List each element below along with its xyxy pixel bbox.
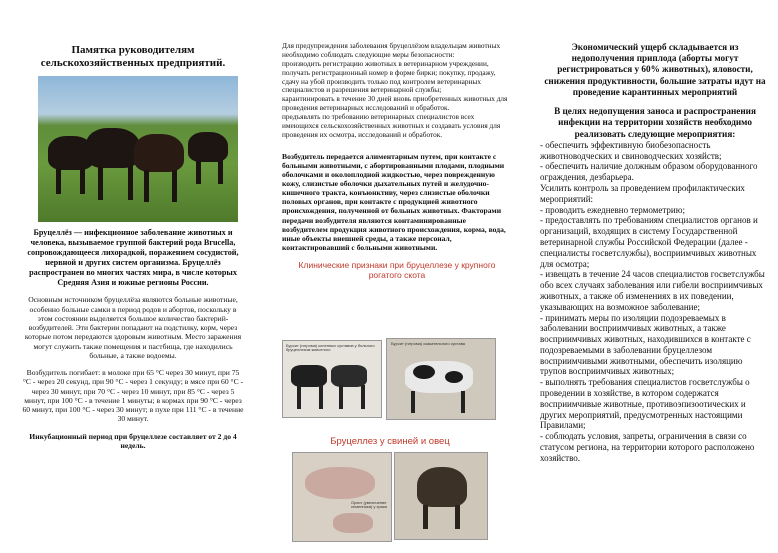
cow-leg — [80, 168, 85, 194]
incubation-paragraph: Инкубационный период при бруцеллезе составляет от 2 до 4 недель. — [29, 431, 237, 450]
cow-shape — [86, 128, 140, 168]
cow-leg — [196, 160, 201, 184]
cow-figure — [291, 365, 327, 387]
cow-spot — [413, 365, 435, 379]
sheep-leg — [423, 505, 428, 529]
measures-list: - обеспечить эффективную биобезопасность животноводческих и свиноводческих хозяйств; - обеспечить наличие должным образом оборудованного ограждения, дезбарьера. Усилить контроль за проведением профилактических мероприятий: - проводить ежедневно термометрию; - предоставлять по требованиям специалистов органов и организаций, входящих в систему Государственной ветеринарной службы Российской Федерации (далее - специалисты госветслужбы), восприимчивых животных для осмотра; - извещать в течение 24 часов специалистов госветслужбы обо всех случаях заболевания или гибели восприимчивых животных, а также об изменениях в их поведении, указывающих на возможное заболевание; - принимать меры по изоляции подозреваемых в заболевании восприимчивых животных, а также восприимчивых животных, находившихся в контакте с подозреваемыми в заболевании бруцеллезом восприимчивыми животными, обеспечить изоляцию трупов восприимчивых животных; - выполнять требования специалистов госветслужбы о проведении в хозяйстве, в котором содержатся восприимчивые животные, противоэпизоотических и других мероприятий, предусмотренных настоящими Правилами; - соблюдать условия, запреты, ограничения в связи со статусом региона, на территории которого расположено хозяйство. — [540, 139, 765, 463]
cow-leg — [461, 391, 465, 413]
cow-figure — [331, 365, 367, 387]
cattle-herd-photo — [38, 76, 238, 222]
sheep-figure — [417, 467, 467, 507]
pig-image — [292, 452, 392, 542]
leaflet-title: Памятка руководителям сельскохозяйственных предприятий. — [40, 44, 226, 70]
cow-leg — [128, 166, 133, 200]
image-caption: Бурсит (гигрома) скакательного сустава — [391, 341, 465, 346]
cow-leg — [319, 385, 323, 409]
column-right — [520, 0, 778, 553]
economic-damage: Экономический ущерб складывается из недополучения приплода (аборты могут регистрироваться у 60% животных), яловости, снижения продуктивности, большие затраты идут на проведение карантинных мероприятий — [544, 42, 766, 97]
cow-leg — [144, 170, 149, 202]
cow-leg — [218, 160, 223, 184]
cow-shape — [188, 132, 228, 162]
clinical-signs-title: Клинические признаки при бруцеллезе у крупного рогатого скота — [298, 260, 496, 281]
prevention-registration: производить регистрацию животных в ветеринарном учреждении, получать регистрационный номер в форме бирки; покупку, продажу, сдачу на убой производить только под контролем ветеринарных специалистов и разрешения ветеринарной службы; — [282, 58, 496, 95]
column-left — [0, 0, 260, 553]
source-paragraph: Основным источником бруцеллёза являются больные животные, особенно больные самки в период родов и абортов, поскольку в этом состоянии выделяется большое количество бактерий-возбудителей. Эти бактерии попадают на подстилку, корм, через которые потом передаются здоровым животным. Место заражения могут служить также помещения и пастбища, где находились больные, а также водоемы. — [24, 295, 242, 360]
prevention-inspection: предъявлять по требованию ветеринарных специалистов всех имеющихся сельскохозяйственных животных и создавать условия для проведения их осмотра, исследований и обработок. — [282, 112, 501, 139]
measures-title: В целях недопущения заноса и распространения инфекции на территории хозяйств необходимо реализовать следующие мероприятия: — [554, 106, 756, 139]
pig-figure — [333, 513, 373, 533]
pig-figure — [305, 467, 375, 499]
cow-leg — [98, 166, 103, 200]
cow-leg — [411, 391, 415, 413]
cow-leg — [172, 170, 177, 202]
pigs-sheep-title: Бруцеллез у свиней и овец — [330, 436, 450, 447]
transmission-paragraph: Возбудитель передается алиментарным путем, при контакте с больными животными, с абортированными плодами, плодными оболочками и околоплодной жидкостью, через поврежденную кожу, слизистые оболочки дыхательных путей и желудочно-кишечного тракта, конъюнктиву, через слизистые оболочки половых органов, при контакте с продукцией животного происхождения, полученной от больных животных. Факторами передачи возбудителя являются контаминированные возбудителем продукция животного происхождения, корма, вода, иные объекты внешней среды, а также персонал, контактировавший с больными животными. — [282, 151, 506, 252]
cow-hock-image — [386, 338, 496, 420]
cow-spot — [445, 371, 463, 383]
cow-leg — [297, 385, 301, 409]
sheep-image — [394, 452, 488, 540]
intro-paragraph: Бруцеллёз — инфекционное заболевание животных и человека, вызываемое группой бактерий рода Brucella, сопровождающееся лихорадкой, поражением сосудистой, нервной и других систем организма. Бруцеллёз распространен во многих частях мира, в числе которых Средняя Азия и южные регионы России. — [27, 228, 239, 287]
prevention-quarantine: карантинировать в течение 30 дней вновь приобретенных животных для проведения ветеринарных исследований и обработок. — [282, 94, 508, 113]
cow-bursitis-image — [282, 340, 382, 418]
survival-paragraph: Возбудитель погибает: в молоке при 65 °С через 30 минут, при 75 °С - через 20 секунд, при 90 °С - через 1 секунду; в мясе при 60 °С - через 30 минут, при 70 °С - через 10 минут, при 85 °С - через 5 минут, при 100 °С - в течение 1 минуты; в кормах при 90 °С - через 60 минут, при 100 °С - через 30 минут; в пухе при 111 °С - в течение 30 минут. — [22, 368, 244, 424]
cow-shape — [134, 134, 184, 172]
sheep-leg — [455, 505, 460, 529]
image-caption: Бурсит (гигрома) коленных суставов у больного бруцеллезом животного — [286, 343, 375, 353]
cow-leg — [56, 168, 61, 194]
cow-leg — [339, 385, 343, 409]
prevention-intro: Для предупреждения заболевания бруцеллёзом владельцам животных необходимо соблюдать следующие меры безопасности: — [282, 41, 501, 59]
image-caption: Орхит (увеличение семенника) у хряка — [351, 500, 387, 510]
cow-leg — [361, 385, 365, 409]
